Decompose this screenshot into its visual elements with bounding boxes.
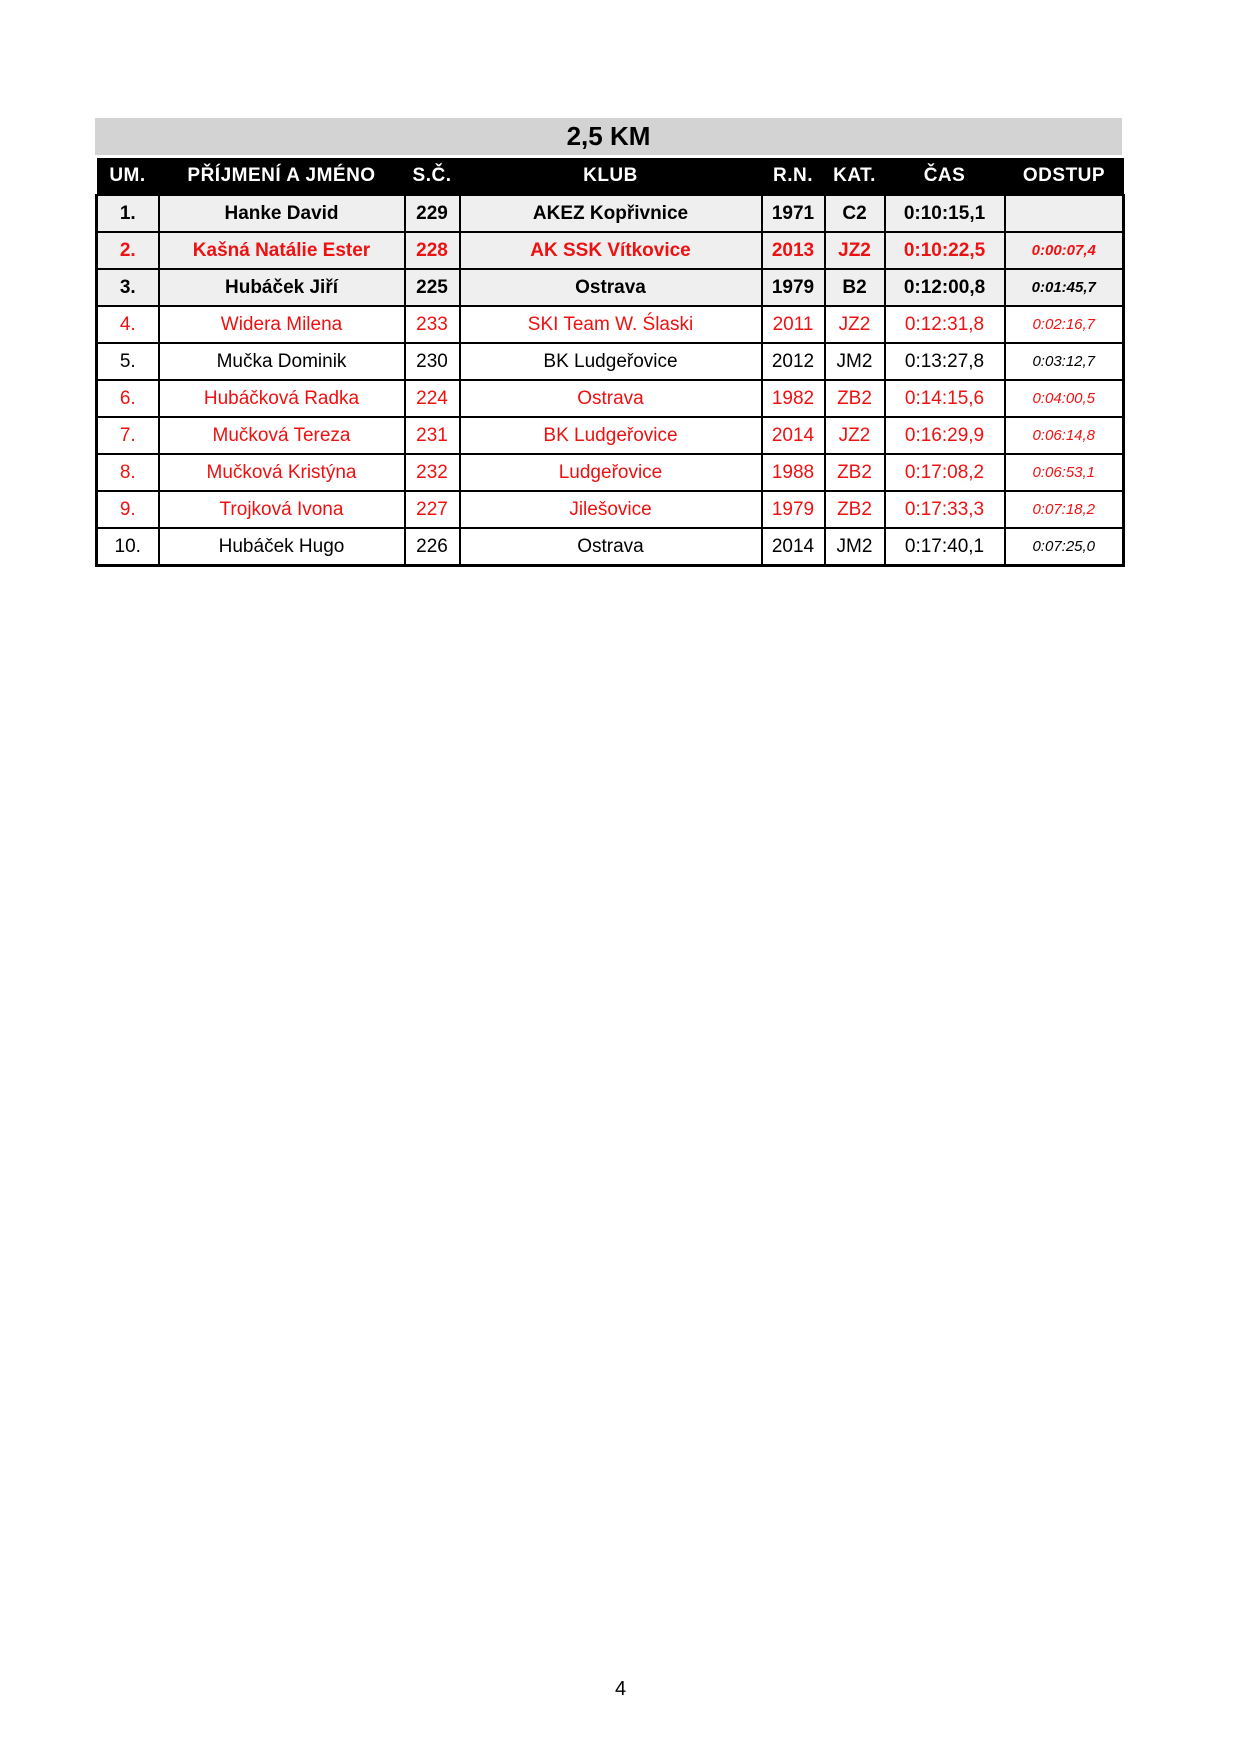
cell-klub: Ostrava	[460, 528, 762, 566]
cell-cas: 0:17:08,2	[885, 454, 1005, 491]
cell-cas: 0:12:00,8	[885, 269, 1005, 306]
cell-sc: 233	[405, 306, 460, 343]
cell-odstup: 0:00:07,4	[1005, 232, 1124, 269]
cell-odstup: 0:06:14,8	[1005, 417, 1124, 454]
cell-sc: 227	[405, 491, 460, 528]
cell-kat: ZB2	[825, 380, 885, 417]
cell-odstup: 0:01:45,7	[1005, 269, 1124, 306]
cell-kat: JZ2	[825, 232, 885, 269]
cell-cas: 0:16:29,9	[885, 417, 1005, 454]
cell-name: Hubáčková Radka	[159, 380, 405, 417]
cell-rn: 2014	[762, 528, 825, 566]
cell-odstup	[1005, 195, 1124, 232]
cell-um: 7.	[97, 417, 159, 454]
cell-kat: JZ2	[825, 306, 885, 343]
cell-um: 8.	[97, 454, 159, 491]
cell-kat: C2	[825, 195, 885, 232]
table-row	[97, 417, 1124, 454]
cell-um: 1.	[97, 195, 159, 232]
cell-odstup: 0:07:25,0	[1005, 528, 1124, 566]
table-row	[97, 306, 1124, 343]
column-header-kat: KAT.	[825, 158, 885, 195]
cell-kat: ZB2	[825, 454, 885, 491]
table-row	[97, 343, 1124, 380]
cell-name: Mučková Tereza	[159, 417, 405, 454]
cell-cas: 0:13:27,8	[885, 343, 1005, 380]
table-row	[97, 195, 1124, 232]
cell-cas: 0:14:15,6	[885, 380, 1005, 417]
cell-klub: Ostrava	[460, 269, 762, 306]
cell-um: 9.	[97, 491, 159, 528]
cell-rn: 2012	[762, 343, 825, 380]
table-row	[97, 454, 1124, 491]
column-header-odstup: ODSTUP	[1005, 158, 1124, 195]
cell-name: Kašná Natálie Ester	[159, 232, 405, 269]
cell-name: Hubáček Hugo	[159, 528, 405, 566]
results-table	[95, 158, 1125, 567]
cell-rn: 2013	[762, 232, 825, 269]
cell-odstup: 0:03:12,7	[1005, 343, 1124, 380]
cell-rn: 1979	[762, 491, 825, 528]
cell-name: Hubáček Jiří	[159, 269, 405, 306]
column-header-cas: ČAS	[885, 158, 1005, 195]
column-header-name: PŘÍJMENÍ A JMÉNO	[159, 158, 405, 195]
cell-klub: AK SSK Vítkovice	[460, 232, 762, 269]
table-row	[97, 380, 1124, 417]
cell-rn: 1979	[762, 269, 825, 306]
cell-cas: 0:17:33,3	[885, 491, 1005, 528]
cell-kat: B2	[825, 269, 885, 306]
page-number: 4	[614, 1678, 627, 1700]
cell-um: 3.	[97, 269, 159, 306]
column-header-sc: S.Č.	[405, 158, 460, 195]
cell-klub: BK Ludgeřovice	[460, 417, 762, 454]
cell-cas: 0:10:15,1	[885, 195, 1005, 232]
cell-um: 6.	[97, 380, 159, 417]
cell-kat: JZ2	[825, 417, 885, 454]
results-table-section	[95, 118, 1122, 567]
cell-kat: JM2	[825, 343, 885, 380]
cell-um: 5.	[97, 343, 159, 380]
cell-um: 10.	[97, 528, 159, 566]
cell-rn: 1971	[762, 195, 825, 232]
cell-klub: AKEZ Kopřivnice	[460, 195, 762, 232]
table-row	[97, 269, 1124, 306]
cell-cas: 0:17:40,1	[885, 528, 1005, 566]
cell-um: 2.	[97, 232, 159, 269]
cell-rn: 2011	[762, 306, 825, 343]
cell-sc: 224	[405, 380, 460, 417]
cell-sc: 226	[405, 528, 460, 566]
cell-odstup: 0:04:00,5	[1005, 380, 1124, 417]
cell-cas: 0:12:31,8	[885, 306, 1005, 343]
cell-sc: 229	[405, 195, 460, 232]
table-row	[97, 232, 1124, 269]
cell-sc: 231	[405, 417, 460, 454]
column-header-rn: R.N.	[762, 158, 825, 195]
table-row	[97, 528, 1124, 566]
cell-klub: Ludgeřovice	[460, 454, 762, 491]
cell-odstup: 0:07:18,2	[1005, 491, 1124, 528]
cell-klub: Jilešovice	[460, 491, 762, 528]
cell-sc: 230	[405, 343, 460, 380]
cell-um: 4.	[97, 306, 159, 343]
cell-klub: BK Ludgeřovice	[460, 343, 762, 380]
table-row	[97, 491, 1124, 528]
cell-name: Mučková Kristýna	[159, 454, 405, 491]
cell-rn: 2014	[762, 417, 825, 454]
cell-cas: 0:10:22,5	[885, 232, 1005, 269]
cell-klub: Ostrava	[460, 380, 762, 417]
column-header-um: UM.	[97, 158, 159, 195]
cell-rn: 1982	[762, 380, 825, 417]
cell-sc: 232	[405, 454, 460, 491]
cell-name: Trojková Ivona	[159, 491, 405, 528]
distance-title: 2,5 KM	[95, 118, 1122, 155]
cell-name: Widera Milena	[159, 306, 405, 343]
cell-sc: 225	[405, 269, 460, 306]
table-header-row	[97, 158, 1124, 195]
cell-kat: JM2	[825, 528, 885, 566]
cell-sc: 228	[405, 232, 460, 269]
column-header-klub: KLUB	[460, 158, 762, 195]
cell-odstup: 0:06:53,1	[1005, 454, 1124, 491]
cell-name: Mučka Dominik	[159, 343, 405, 380]
cell-kat: ZB2	[825, 491, 885, 528]
cell-name: Hanke David	[159, 195, 405, 232]
cell-klub: SKI Team W. Ślaski	[460, 306, 762, 343]
cell-odstup: 0:02:16,7	[1005, 306, 1124, 343]
cell-rn: 1988	[762, 454, 825, 491]
